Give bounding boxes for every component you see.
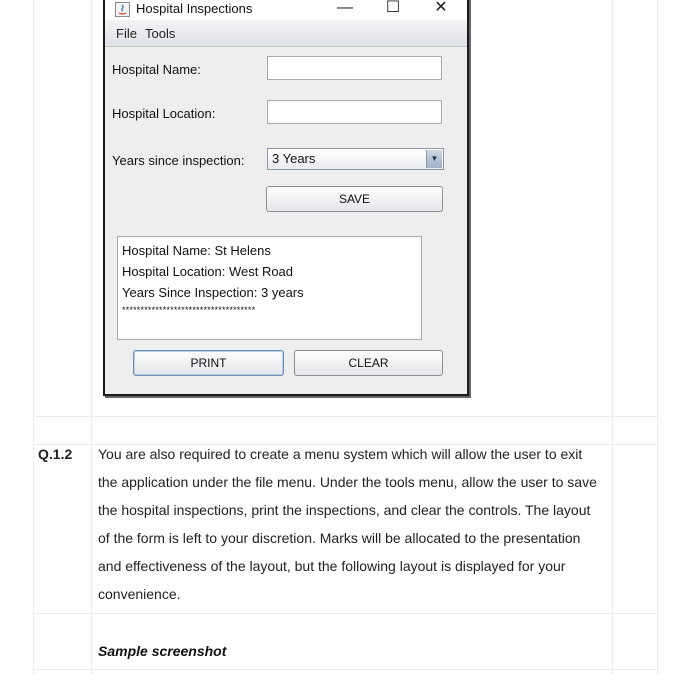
window-title: Hospital Inspections bbox=[136, 1, 253, 16]
dropdown-arrow-icon[interactable]: ▼ bbox=[426, 150, 442, 168]
hospital-name-label: Hospital Name: bbox=[112, 62, 201, 77]
table-border-left bbox=[33, 0, 34, 674]
hospital-name-input[interactable] bbox=[267, 56, 442, 80]
close-button[interactable]: ✕ bbox=[434, 0, 448, 16]
table-row-divider bbox=[33, 416, 658, 417]
output-line-years: Years Since Inspection: 3 years bbox=[122, 285, 304, 300]
title-bar bbox=[105, 0, 467, 20]
paragraph-line: of the form is left to your discretion. Marks will be allocated to the presentation bbox=[98, 530, 581, 546]
hospital-location-label: Hospital Location: bbox=[112, 106, 216, 121]
table-border-inner bbox=[91, 0, 92, 674]
save-button[interactable]: SAVE bbox=[266, 186, 443, 212]
question-number: Q.1.2 bbox=[38, 446, 73, 462]
output-separator: ************************************ bbox=[122, 305, 256, 315]
question-paragraph bbox=[98, 440, 618, 608]
app-window bbox=[103, 0, 469, 396]
table-border-right bbox=[657, 0, 658, 674]
years-since-inspection-label: Years since inspection: bbox=[112, 153, 245, 168]
menu-file[interactable]: File bbox=[116, 26, 137, 41]
minimize-button[interactable]: — bbox=[337, 0, 353, 16]
table-row-divider bbox=[33, 613, 658, 614]
sample-screenshot-caption: Sample screenshot bbox=[98, 643, 227, 659]
hospital-location-input[interactable] bbox=[267, 100, 442, 124]
output-line-name: Hospital Name: St Helens bbox=[122, 243, 271, 258]
java-icon bbox=[115, 2, 130, 17]
paragraph-line: You are also required to create a menu system which will allow the user to exit bbox=[98, 446, 583, 462]
menu-tools[interactable]: Tools bbox=[145, 26, 176, 41]
table-row-divider bbox=[33, 669, 658, 670]
print-button[interactable]: PRINT bbox=[133, 350, 284, 376]
menu-bar bbox=[105, 20, 467, 47]
clear-button[interactable]: CLEAR bbox=[294, 350, 443, 376]
output-textarea[interactable] bbox=[117, 236, 422, 340]
paragraph-line: the hospital inspections, print the inspections, and clear the controls. The layout bbox=[98, 502, 591, 518]
paragraph-line: convenience. bbox=[98, 586, 181, 602]
years-selected-value: 3 Years bbox=[272, 151, 316, 166]
output-line-location: Hospital Location: West Road bbox=[122, 264, 294, 279]
maximize-button[interactable]: ☐ bbox=[385, 0, 401, 16]
years-since-inspection-select[interactable] bbox=[267, 148, 444, 170]
paragraph-line: and effectiveness of the layout, but the following layout is displayed for your bbox=[98, 558, 566, 574]
paragraph-line: the application under the file menu. Under the tools menu, allow the user to save bbox=[98, 474, 597, 490]
